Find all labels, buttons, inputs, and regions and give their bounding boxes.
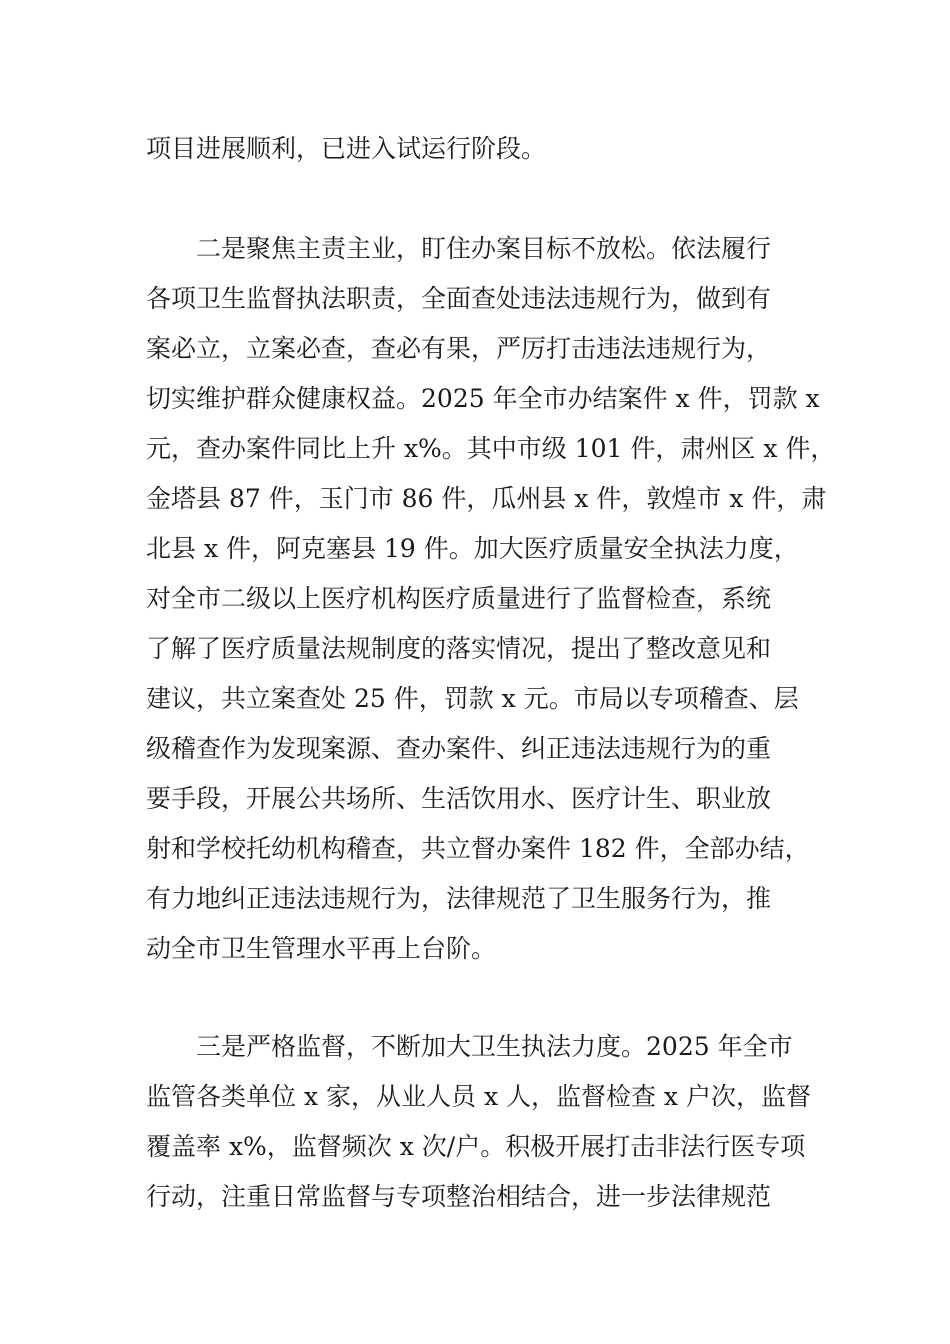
text-line: 二是聚焦主责主业，盯住办案目标不放松。依法履行 [196,234,772,263]
text-line: 元，查办案件同比上升 x%。其中市级 101 件，肃州区 x 件， [146,434,836,463]
text-line: 北县 x 件，阿克塞县 19 件。加大医疗质量安全执法力度， [146,534,799,563]
text-line: 项目进展顺利，已进入试运行阶段。 [146,134,547,163]
text-line: 要手段，开展公共场所、生活饮用水、医疗计生、职业放 [146,784,772,813]
text-line: 动全市卫生管理水平再上台阶。 [146,934,497,963]
text-line: 三是严格监督，不断加大卫生执法力度。2025 年全市 [196,1032,793,1061]
paragraph-supervision [146,1022,826,1222]
text-line: 有力地纠正违法违规行为，法律规范了卫生服务行为，推 [146,884,772,913]
text-line: 覆盖率 x%，监督频次 x 次/户。积极开展打击非法行医专项 [146,1132,806,1161]
text-line: 各项卫生监督执法职责，全面查处违法违规行为，做到有 [146,284,772,313]
text-line: 了解了医疗质量法规制度的落实情况，提出了整改意见和 [146,634,772,663]
text-line: 监管各类单位 x 家，从业人员 x 人，监督检查 x 户次，监督 [146,1082,811,1111]
text-line: 级稽查作为发现案源、查办案件、纠正违法违规行为的重 [146,734,772,763]
paragraph-case-handling [146,224,836,974]
text-line: 射和学校托幼机构稽查，共立督办案件 182 件，全部办结， [146,834,810,863]
text-line: 建议，共立案查处 25 件，罚款 x 元。市局以专项稽查、层 [146,684,799,713]
text-line: 金塔县 87 件，玉门市 86 件，瓜州县 x 件，敦煌市 x 件，肃 [146,484,827,513]
text-line: 案必立，立案必查，查必有果，严厉打击违法违规行为， [146,334,772,363]
paragraph-continuation [146,124,826,174]
text-line: 对全市二级以上医疗机构医疗质量进行了监督检查，系统 [146,584,772,613]
text-line: 行动，注重日常监督与专项整治相结合，进一步法律规范 [146,1182,772,1211]
text-line: 切实维护群众健康权益。2025 年全市办结案件 x 件，罚款 x [146,384,820,413]
